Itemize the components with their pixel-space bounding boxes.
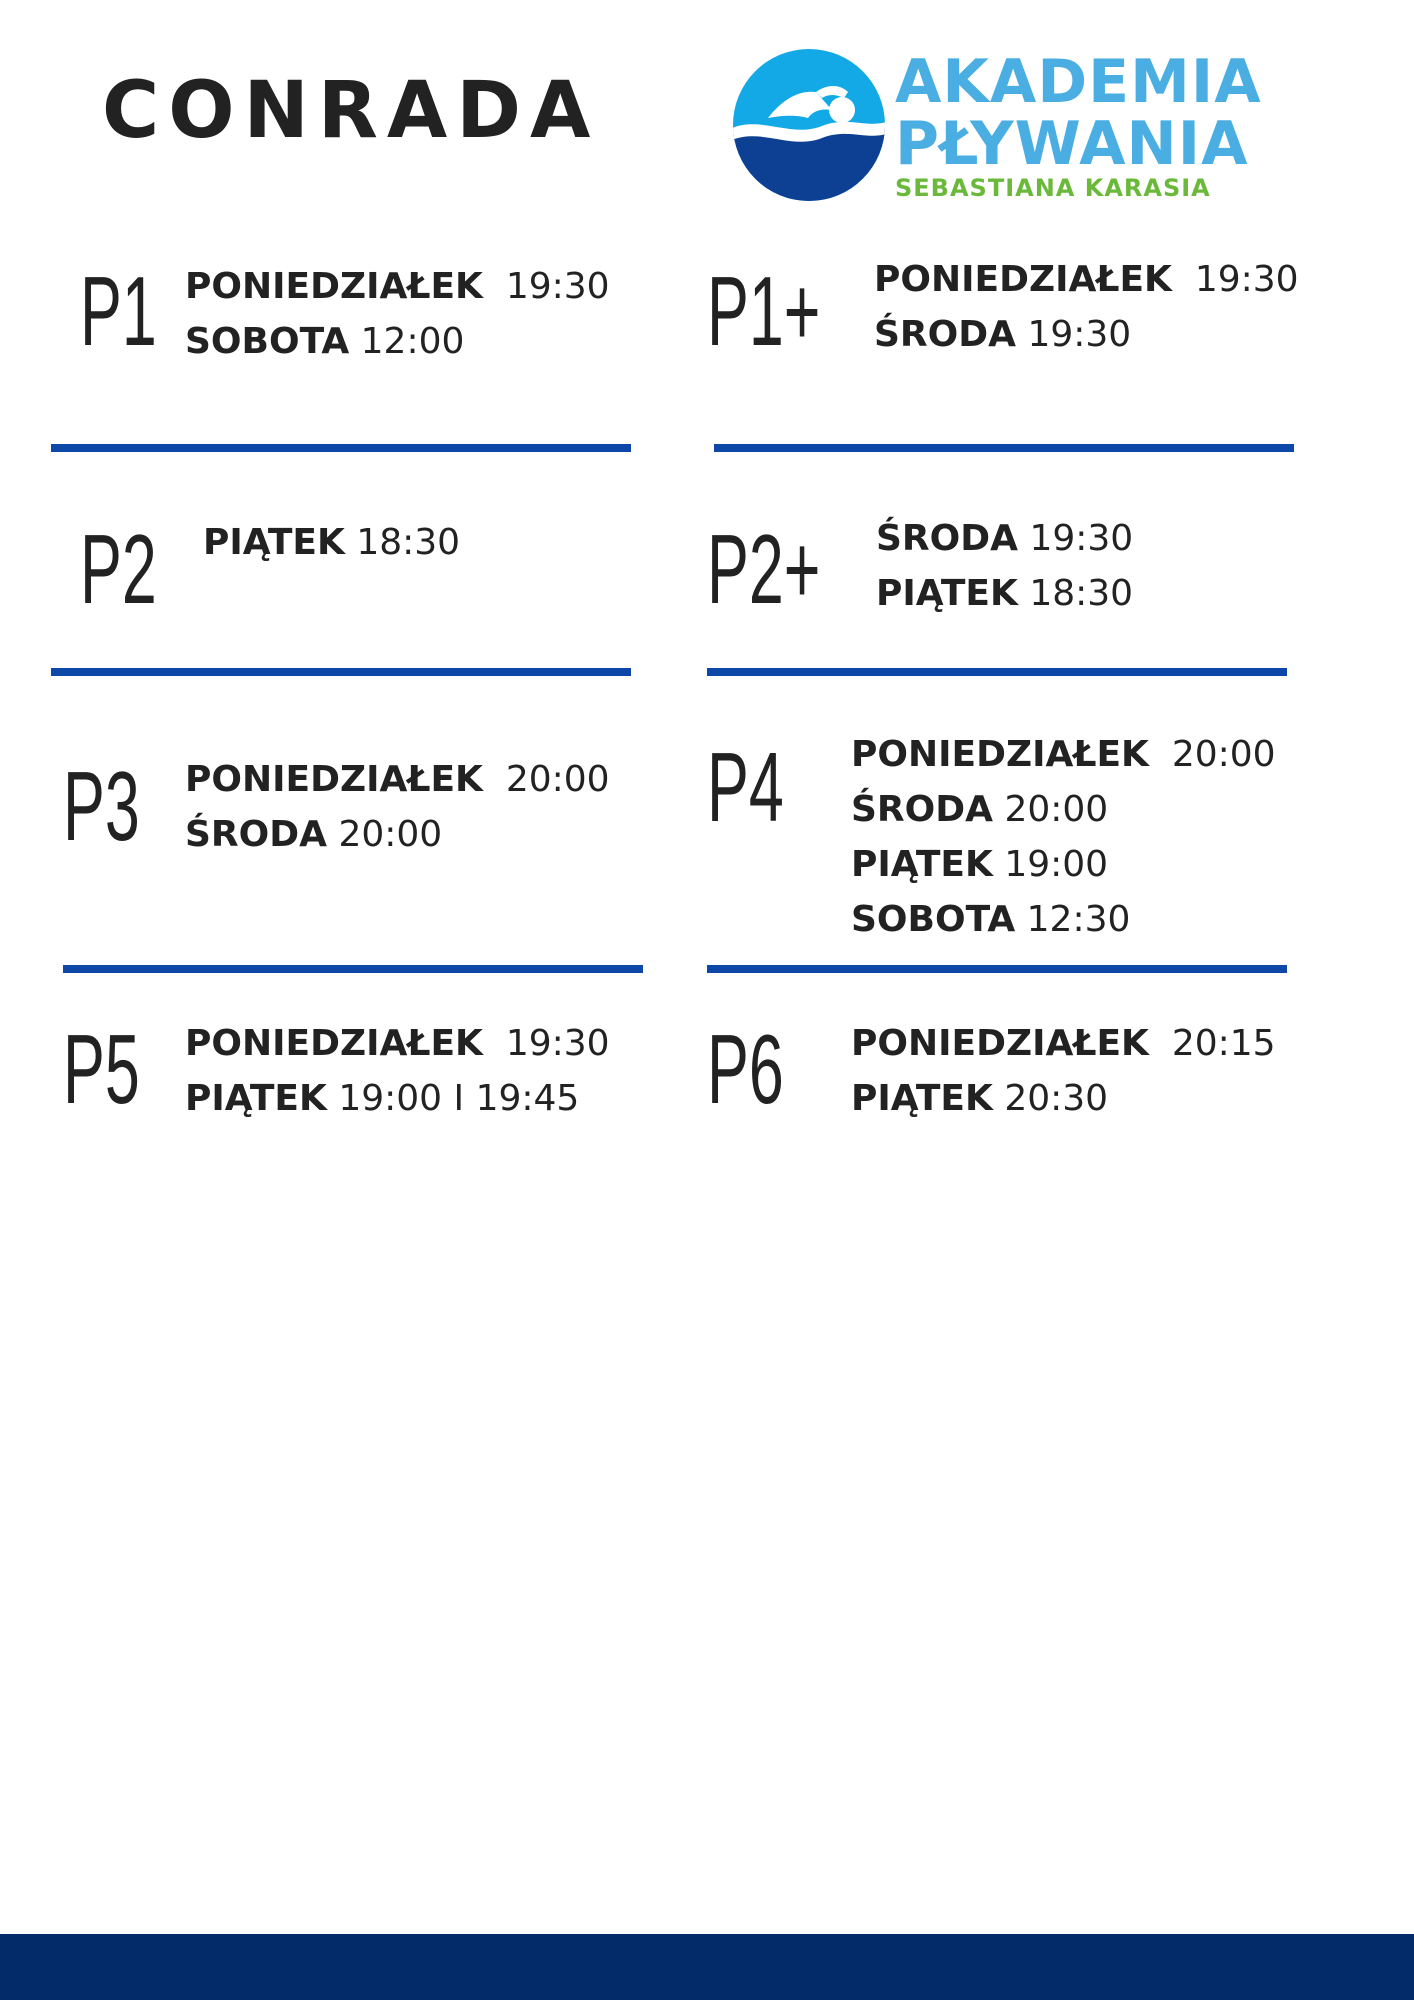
academy-logo [732,48,1282,208]
time-label: 19:30 [505,266,610,307]
day-label: PIĄTEK [203,522,345,563]
day-label: PONIEDZIAŁEK [851,1023,1149,1064]
time-label: 19:30 [505,1023,610,1064]
day-label: PONIEDZIAŁEK [185,1023,483,1064]
section-divider [714,444,1294,452]
day-label: PONIEDZIAŁEK [185,266,483,307]
schedule-p2plus [876,511,1133,621]
schedule-row [851,892,1276,947]
time-label: 12:00 [360,321,465,362]
schedule-row [851,782,1276,837]
section-divider [707,965,1287,973]
time-label: 19:30 [1027,314,1132,355]
time-label: 12:30 [1026,899,1131,940]
footer-bar [0,1934,1414,2000]
time-label: 20:00 [338,814,443,855]
day-label: PIĄTEK [851,1078,993,1119]
group-code-p6: P6 [707,1014,784,1124]
schedule-row [851,727,1276,782]
schedule-row [185,314,610,369]
time-label: 19:30 [1194,259,1299,300]
schedule-row [203,515,460,570]
schedule-row [876,511,1133,566]
schedule-p2 [203,515,460,570]
schedule-p1plus [874,252,1299,362]
schedule-row [874,252,1299,307]
schedule-row [185,1016,610,1071]
time-label: 20:00 [1171,734,1276,775]
group-code-p1: P1 [80,256,157,366]
group-code-p2plus: P2+ [707,514,821,624]
day-label: PONIEDZIAŁEK [185,759,483,800]
section-divider [63,965,643,973]
section-divider [51,668,631,676]
schedule-p1 [185,259,610,369]
day-label: ŚRODA [185,814,327,855]
schedule-row [185,807,610,862]
time-label: 19:30 [1029,518,1134,559]
schedule-row [874,307,1299,362]
logo-title-line1: AKADEMIA [895,47,1262,117]
day-label: SOBOTA [185,321,350,362]
group-code-p3: P3 [63,751,140,861]
logo-title-line2: PŁYWANIA [895,109,1249,179]
day-label: PONIEDZIAŁEK [874,259,1172,300]
page-title: CONRADA [102,66,600,156]
schedule-row [851,1071,1276,1126]
section-divider [51,444,631,452]
day-label: ŚRODA [876,518,1018,559]
day-label: PONIEDZIAŁEK [851,734,1149,775]
group-code-p1plus: P1+ [707,256,821,366]
schedule-row [876,566,1133,621]
time-label: 20:00 [1004,789,1109,830]
time-label: 20:00 [505,759,610,800]
day-label: PIĄTEK [185,1078,327,1119]
schedule-row [185,752,610,807]
day-label: PIĄTEK [876,573,1018,614]
time-label: 18:30 [1029,573,1134,614]
section-divider [707,668,1287,676]
time-label: 19:00 I 19:45 [338,1078,580,1119]
schedule-row [851,1016,1276,1071]
day-label: ŚRODA [874,314,1016,355]
day-label: SOBOTA [851,899,1016,940]
schedule-p3 [185,752,610,862]
day-label: ŚRODA [851,789,993,830]
schedule-row [185,259,610,314]
logo-subtitle: SEBASTIANA KARASIA [895,174,1211,202]
schedule-p5 [185,1016,610,1126]
group-code-p2: P2 [80,514,157,624]
schedule-p4 [851,727,1276,947]
time-label: 19:00 [1004,844,1109,885]
schedule-row [185,1071,610,1126]
time-label: 18:30 [356,522,461,563]
schedule-row [851,837,1276,892]
day-label: PIĄTEK [851,844,993,885]
swimmer-logo-icon [732,48,886,202]
group-code-p5: P5 [63,1014,140,1124]
group-code-p4: P4 [707,732,784,842]
time-label: 20:30 [1004,1078,1109,1119]
schedule-p6 [851,1016,1276,1126]
time-label: 20:15 [1171,1023,1276,1064]
